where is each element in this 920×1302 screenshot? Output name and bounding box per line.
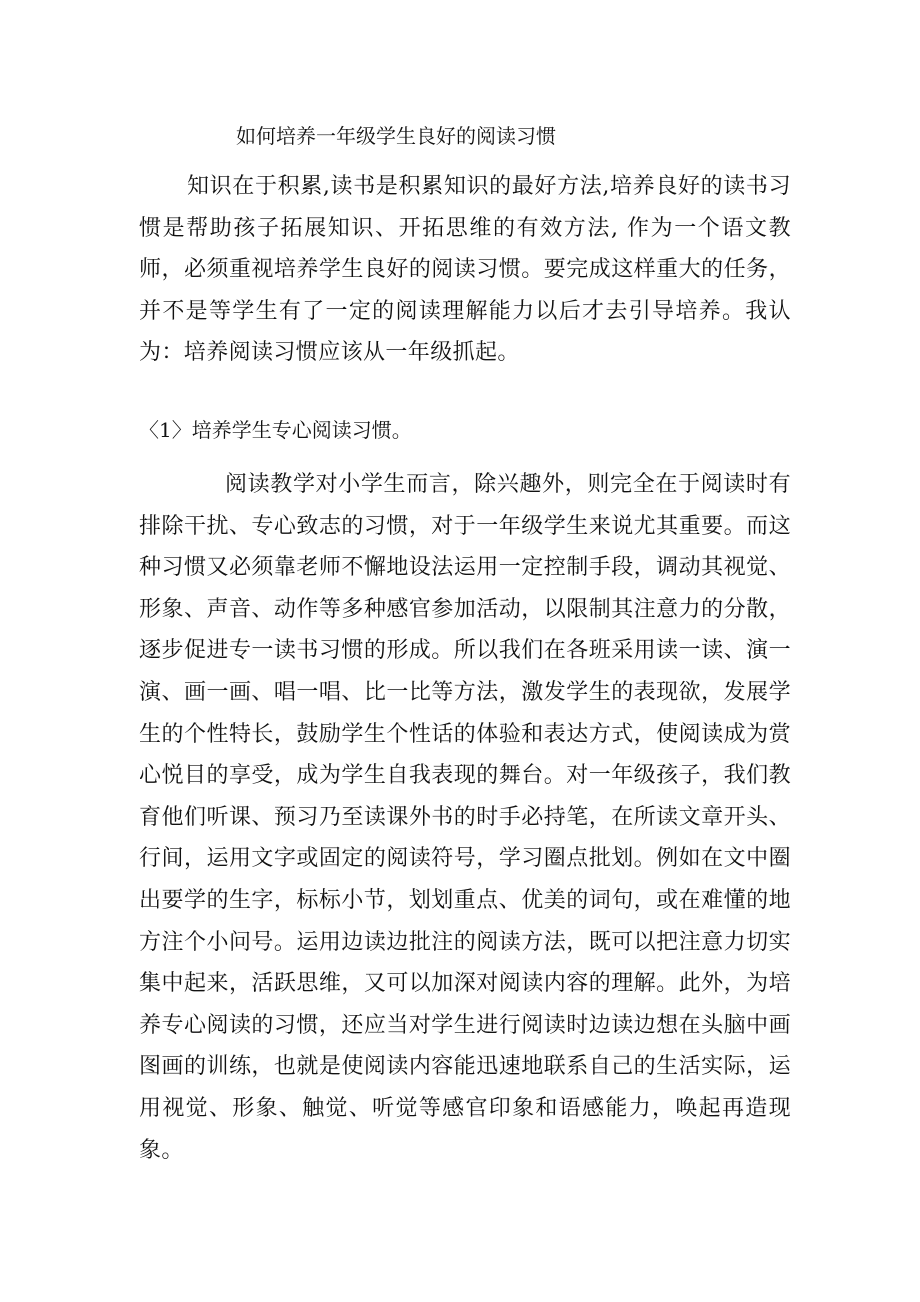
section-heading: 〈1〉培养学生专心阅读习惯。	[139, 418, 412, 442]
section-paragraph: 阅读教学对小学生而言，除兴趣外，则完全在于阅读时有排除干扰、专心致志的习惯，对于一年级学生来说尤其重要。而这种习惯又必须靠老师不懈地设法运用一定控制手段，调动其视觉、形象、声音、动作等多种感官参加活动，以限制其注意力的分散，逐步促进专一读书习惯的形成。所以我们在各班采用读一读、演一演、画一画、唱一唱、比一比等方法，激发学生的表现欲，发展学生的个性特长，鼓励学生个性话的体验和表达方式，使阅读成为赏心悦目的享受，成为学生自我表现的舞台。对一年级孩子，我们教育他们听课、预习乃至读课外书的时手必持笔，在所读文章开头、行间，运用文字或固定的阅读符号，学习圈点批划。例如在文中圈出要学的生字，标标小节，划划重点、优美的词句，或在难懂的地方注个小问号。运用边读边批注的阅读方法，既可以把注意力切实集中起来，活跃思维，又可以加深对阅读内容的理解。此外，为培养专心阅读的习惯，还应当对学生进行阅读时边读边想在头脑中画图画的训练，也就是使阅读内容能迅速地联系自己的生活实际，运用视觉、形象、触觉、听觉等感官印象和语感能力，唤起再造现象。	[139, 472, 791, 1163]
intro-paragraph: 知识在于积累,读书是积累知识的最好方法,培养良好的读书习惯是帮助孩子拓展知识、开拓思维的有效方法, 作为一个语文教师，必须重视培养学生良好的阅读习惯。要完成这样重大的任务，并不是等学生有了一定的阅读理解能力以后才去引导培养。我认为：培养阅读习惯应该从一年级抓起。	[139, 174, 791, 366]
document-title: 如何培养一年级学生良好的阅读习惯	[236, 124, 556, 148]
